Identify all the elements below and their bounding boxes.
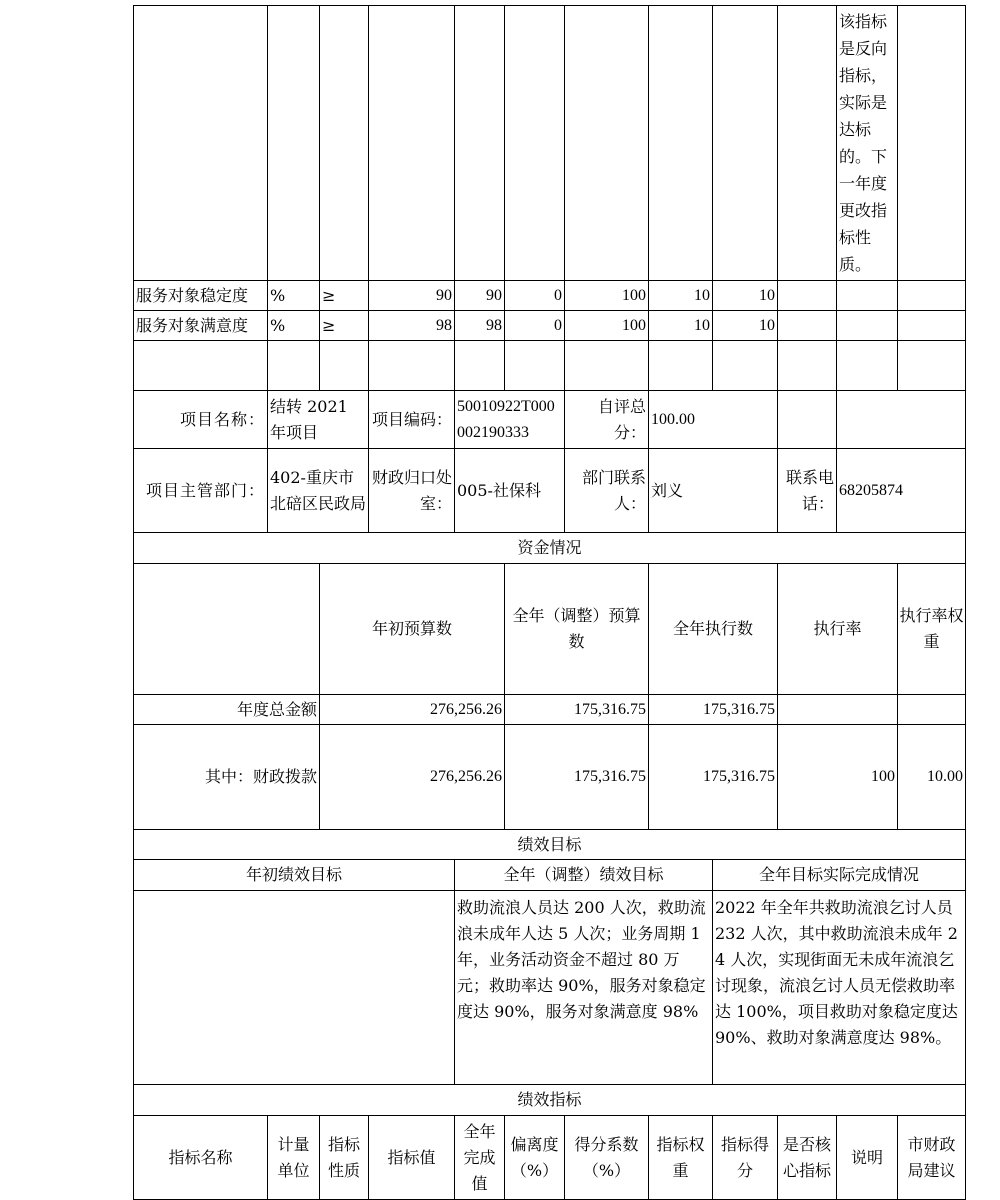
funds-executed-value: 175,316.75 xyxy=(649,725,778,830)
goals-initial-header: 年初绩效目标 xyxy=(134,860,455,891)
funds-adjusted-value: 175,316.75 xyxy=(505,725,649,830)
table-row xyxy=(134,341,966,391)
empty-cell xyxy=(898,6,966,281)
self-score-value: 100.00 xyxy=(649,391,778,449)
indicator-header-value: 指标值 xyxy=(369,1116,455,1200)
empty-cell xyxy=(778,391,837,449)
indicator-actual: 90 xyxy=(455,281,505,311)
indicator-note: 该指标是反向指标，实际是达标的。下一年度更改指标性质。 xyxy=(837,6,898,281)
indicator-header-name: 指标名称 xyxy=(134,1116,268,1200)
table-row xyxy=(134,6,966,281)
project-info-row xyxy=(134,391,966,449)
indicator-coef: 100 xyxy=(565,281,649,311)
empty-cell xyxy=(649,6,713,281)
contact-label: 部门联系人： xyxy=(565,449,649,533)
indicator-unit: % xyxy=(268,311,320,341)
evaluation-table xyxy=(133,5,966,1200)
funds-initial-value: 276,256.26 xyxy=(320,725,505,830)
funds-weight-header: 执行率权重 xyxy=(898,564,966,695)
indicator-actual: 98 xyxy=(455,311,505,341)
project-code-value: 50010922T000002190333 xyxy=(455,391,565,449)
indicator-name: 服务对象稳定度 xyxy=(134,281,268,311)
indicator-header-actual: 全年完成值 xyxy=(455,1116,505,1200)
section-header-row xyxy=(134,533,966,564)
project-name-value: 结转 2021 年项目 xyxy=(268,391,369,449)
phone-label: 联系电话： xyxy=(778,449,837,533)
goals-actual-header: 全年目标实际完成情况 xyxy=(713,860,966,891)
funds-weight-value: 10.00 xyxy=(898,725,966,830)
self-score-label: 自评总分： xyxy=(565,391,649,449)
goals-adjusted-text: 救助流浪人员达 200 人次，救助流浪未成年人达 5 人次；业务周期 1 年，业务活动资金不超过 80 万元；救助率达 90%，服务对象稳定度达 90%，服务对象满意度 98% xyxy=(455,891,713,1085)
empty-cell xyxy=(268,6,320,281)
empty-cell xyxy=(898,281,966,311)
table-row xyxy=(134,281,966,311)
goals-section-title: 绩效目标 xyxy=(134,830,966,860)
section-header-row xyxy=(134,830,966,860)
goals-content-row xyxy=(134,891,966,1085)
empty-cell xyxy=(505,6,565,281)
dept-value: 402-重庆市北碚区民政局 xyxy=(268,449,369,533)
indicator-score: 10 xyxy=(713,281,778,311)
empty-cell xyxy=(837,281,898,311)
section-header-row xyxy=(134,1085,966,1116)
indicator-header-nature: 指标性质 xyxy=(320,1116,369,1200)
empty-cell xyxy=(778,6,837,281)
funds-row-label: 年度总金额 xyxy=(134,695,320,725)
indicator-coef: 100 xyxy=(565,311,649,341)
indicator-header-core: 是否核心指标 xyxy=(778,1116,837,1200)
indicator-nature: ≥ xyxy=(320,281,369,311)
empty-cell xyxy=(455,6,505,281)
funds-executed-header: 全年执行数 xyxy=(649,564,778,695)
goals-header-row xyxy=(134,860,966,891)
indicator-name: 服务对象满意度 xyxy=(134,311,268,341)
funds-weight-value xyxy=(898,695,966,725)
funds-row xyxy=(134,695,966,725)
indicator-unit: % xyxy=(268,281,320,311)
goals-adjusted-header: 全年（调整）绩效目标 xyxy=(455,860,713,891)
indicator-header-score: 指标得分 xyxy=(713,1116,778,1200)
project-name-label: 项目名称： xyxy=(134,391,268,449)
empty-cell xyxy=(320,6,369,281)
empty-cell xyxy=(565,6,649,281)
indicator-header-note: 说明 xyxy=(837,1116,898,1200)
indicator-header-coef: 得分系数（%） xyxy=(565,1116,649,1200)
funds-rate-header: 执行率 xyxy=(778,564,898,695)
empty-cell xyxy=(837,391,966,449)
empty-cell xyxy=(778,311,837,341)
funds-adjusted-value: 175,316.75 xyxy=(505,695,649,725)
funds-initial-header: 年初预算数 xyxy=(320,564,505,695)
goals-initial-text xyxy=(134,891,455,1085)
indicator-nature: ≥ xyxy=(320,311,369,341)
indicator-deviation: 0 xyxy=(505,281,565,311)
indicator-header-weight: 指标权重 xyxy=(649,1116,713,1200)
indicator-header-advice: 市财政局建议 xyxy=(898,1116,966,1200)
indicator-weight: 10 xyxy=(649,311,713,341)
empty-cell xyxy=(134,564,320,695)
indicators-header-row xyxy=(134,1116,966,1200)
dept-label: 项目主管部门： xyxy=(134,449,268,533)
project-info-row xyxy=(134,449,966,533)
funds-row-label: 其中：财政拨款 xyxy=(134,725,320,830)
indicator-header-deviation: 偏离度（%） xyxy=(505,1116,565,1200)
funds-header-row xyxy=(134,564,966,695)
indicator-deviation: 0 xyxy=(505,311,565,341)
indicator-score: 10 xyxy=(713,311,778,341)
empty-cell xyxy=(369,6,455,281)
project-code-label: 项目编码： xyxy=(369,391,455,449)
phone-value: 68205874 xyxy=(837,449,966,533)
funds-rate-value: 100 xyxy=(778,725,898,830)
indicator-header-unit: 计量单位 xyxy=(268,1116,320,1200)
funds-rate-value xyxy=(778,695,898,725)
contact-value: 刘义 xyxy=(649,449,778,533)
empty-cell xyxy=(134,6,268,281)
funds-adjusted-header: 全年（调整）预算数 xyxy=(505,564,649,695)
empty-cell xyxy=(778,281,837,311)
funds-executed-value: 175,316.75 xyxy=(649,695,778,725)
goals-actual-text: 2022 年全年共救助流浪乞讨人员 232 人次，其中救助流浪未成年 24 人次，实现街面无未成年流浪乞讨现象，流浪乞讨人员无偿救助率达 100%，项目救助对象稳定度达 90%、救助对象满意度达 98%。 xyxy=(713,891,966,1085)
finance-office-value: 005-社保科 xyxy=(455,449,565,533)
indicator-weight: 10 xyxy=(649,281,713,311)
indicator-value: 90 xyxy=(369,281,455,311)
empty-cell xyxy=(837,311,898,341)
empty-cell xyxy=(898,311,966,341)
indicators-section-title: 绩效指标 xyxy=(134,1085,966,1116)
indicator-value: 98 xyxy=(369,311,455,341)
funds-row xyxy=(134,725,966,830)
funds-initial-value: 276,256.26 xyxy=(320,695,505,725)
finance-office-label: 财政归口处室： xyxy=(369,449,455,533)
performance-evaluation-sheet xyxy=(133,5,966,1193)
funds-section-title: 资金情况 xyxy=(134,533,966,564)
table-row xyxy=(134,311,966,341)
empty-cell xyxy=(713,6,778,281)
